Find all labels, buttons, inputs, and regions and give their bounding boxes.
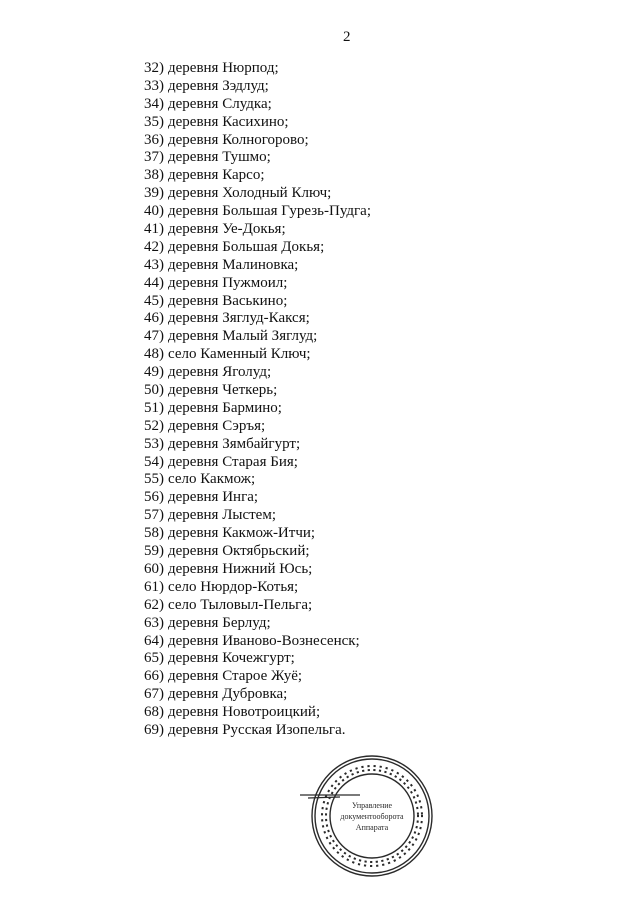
- item-text: деревня Большая Докья;: [168, 238, 325, 255]
- item-number: 35): [144, 113, 164, 130]
- list-item: [130, 561, 371, 579]
- item-text: деревня Малиновка;: [168, 256, 299, 273]
- item-number: 40): [144, 203, 164, 220]
- item-number: 61): [144, 578, 164, 595]
- list-item: [130, 686, 371, 704]
- item-text: деревня Малый Зяглуд;: [168, 328, 318, 345]
- list-item: [130, 78, 371, 96]
- item-text: деревня Дубровка;: [168, 686, 288, 703]
- item-text: село Какмож;: [168, 471, 256, 488]
- list-item: [130, 436, 371, 454]
- item-text: село Нюрдор-Котья;: [168, 578, 299, 595]
- item-text: деревня Уе-Докья;: [168, 221, 286, 238]
- item-text: село Каменный Ключ;: [168, 346, 311, 363]
- list-item: [130, 543, 371, 561]
- item-text: деревня Холодный Ключ;: [168, 185, 332, 202]
- list-item: [130, 382, 371, 400]
- list-item: [130, 471, 371, 489]
- item-number: 62): [144, 596, 164, 613]
- item-number: 59): [144, 543, 164, 560]
- item-number: 43): [144, 256, 164, 273]
- item-number: 33): [144, 77, 164, 94]
- item-text: деревня Новотроицкий;: [168, 704, 321, 721]
- item-text: деревня Лыстем;: [168, 507, 276, 524]
- list-item: [130, 185, 371, 203]
- stamp-line-3: Аппарата: [355, 823, 389, 832]
- list-item: [130, 364, 371, 382]
- item-number: 41): [144, 221, 164, 238]
- list-item: [130, 167, 371, 185]
- item-text: деревня Нижний Юсь;: [168, 560, 313, 577]
- official-seal-stamp: [300, 750, 440, 885]
- item-text: деревня Старое Жуё;: [168, 668, 303, 685]
- item-number: 47): [144, 328, 164, 345]
- item-text: деревня Пужмоил;: [168, 274, 288, 291]
- item-number: 52): [144, 417, 164, 434]
- item-text: деревня Бармино;: [168, 399, 282, 416]
- item-number: 38): [144, 167, 164, 184]
- item-text: деревня Нюрпод;: [168, 60, 279, 76]
- item-number: 42): [144, 238, 164, 255]
- village-list: [130, 60, 371, 740]
- list-item: [130, 96, 371, 114]
- item-text: деревня Сэръя;: [168, 417, 266, 434]
- item-number: 45): [144, 292, 164, 309]
- list-item: [130, 275, 371, 293]
- item-text: деревня Кочежгурт;: [168, 650, 295, 667]
- item-text: деревня Карсо;: [168, 167, 265, 184]
- list-item: [130, 132, 371, 150]
- item-text: деревня Инга;: [168, 489, 259, 506]
- item-text: деревня Зэдлуд;: [168, 77, 269, 94]
- list-item: [130, 257, 371, 275]
- item-text: деревня Иваново-Вознесенск;: [168, 632, 360, 649]
- list-item: [130, 722, 371, 740]
- list-item: [130, 310, 371, 328]
- stamp-line-2: документооборота: [340, 812, 404, 821]
- list-item: [130, 239, 371, 257]
- item-number: 58): [144, 525, 164, 542]
- item-text: деревня Яголуд;: [168, 364, 272, 381]
- item-text: деревня Четкерь;: [168, 382, 278, 399]
- item-text: деревня Касихино;: [168, 113, 289, 130]
- item-number: 48): [144, 346, 164, 363]
- item-number: 51): [144, 399, 164, 416]
- item-text: деревня Зямбайгурт;: [168, 435, 301, 452]
- list-item: [130, 221, 371, 239]
- list-item: [130, 328, 371, 346]
- list-item: [130, 615, 371, 633]
- item-number: 46): [144, 310, 164, 327]
- item-text: деревня Колногорово;: [168, 131, 309, 148]
- item-text: деревня Большая Гурезь-Пудга;: [168, 203, 372, 220]
- page-number: 2: [343, 29, 351, 45]
- item-number: 49): [144, 364, 164, 381]
- item-number: 63): [144, 614, 164, 631]
- item-text: село Тыловыл-Пельга;: [168, 596, 313, 613]
- item-text: деревня Октябрьский;: [168, 543, 310, 560]
- item-number: 66): [144, 668, 164, 685]
- list-item: [130, 454, 371, 472]
- list-item: [130, 346, 371, 364]
- item-text: деревня Какмож-Итчи;: [168, 525, 316, 542]
- item-text: деревня Тушмо;: [168, 149, 271, 166]
- list-item: [130, 149, 371, 167]
- item-number: 57): [144, 507, 164, 524]
- item-number: 69): [144, 721, 164, 738]
- list-item: [130, 203, 371, 221]
- item-number: 64): [144, 632, 164, 649]
- item-text: деревня Берлуд;: [168, 614, 271, 631]
- list-item: [130, 650, 371, 668]
- item-number: 50): [144, 382, 164, 399]
- list-item: [130, 704, 371, 722]
- item-number: 54): [144, 453, 164, 470]
- item-number: 65): [144, 650, 164, 667]
- item-text: деревня Слудка;: [168, 95, 272, 112]
- item-number: 39): [144, 185, 164, 202]
- item-number: 36): [144, 131, 164, 148]
- list-item: [130, 114, 371, 132]
- stamp-line-1: Управление: [351, 801, 393, 810]
- item-number: 37): [144, 149, 164, 166]
- list-item: [130, 507, 371, 525]
- list-item: [130, 525, 371, 543]
- list-item: [130, 60, 371, 78]
- list-item: [130, 293, 371, 311]
- item-number: 60): [144, 560, 164, 577]
- item-number: 68): [144, 704, 164, 721]
- list-item: [130, 400, 371, 418]
- item-text: деревня Васькино;: [168, 292, 288, 309]
- list-item: [130, 633, 371, 651]
- item-text: деревня Зяглуд-Какся;: [168, 310, 310, 327]
- item-number: 34): [144, 95, 164, 112]
- item-number: 67): [144, 686, 164, 703]
- item-text: деревня Старая Бия;: [168, 453, 298, 470]
- item-number: 32): [144, 60, 164, 76]
- list-item: [130, 597, 371, 615]
- list-item: [130, 579, 371, 597]
- list-item: [130, 418, 371, 436]
- item-number: 53): [144, 435, 164, 452]
- list-item: [130, 489, 371, 507]
- item-number: 55): [144, 471, 164, 488]
- item-number: 56): [144, 489, 164, 506]
- item-number: 44): [144, 274, 164, 291]
- list-item: [130, 668, 371, 686]
- item-text: деревня Русская Изопельга.: [168, 721, 346, 738]
